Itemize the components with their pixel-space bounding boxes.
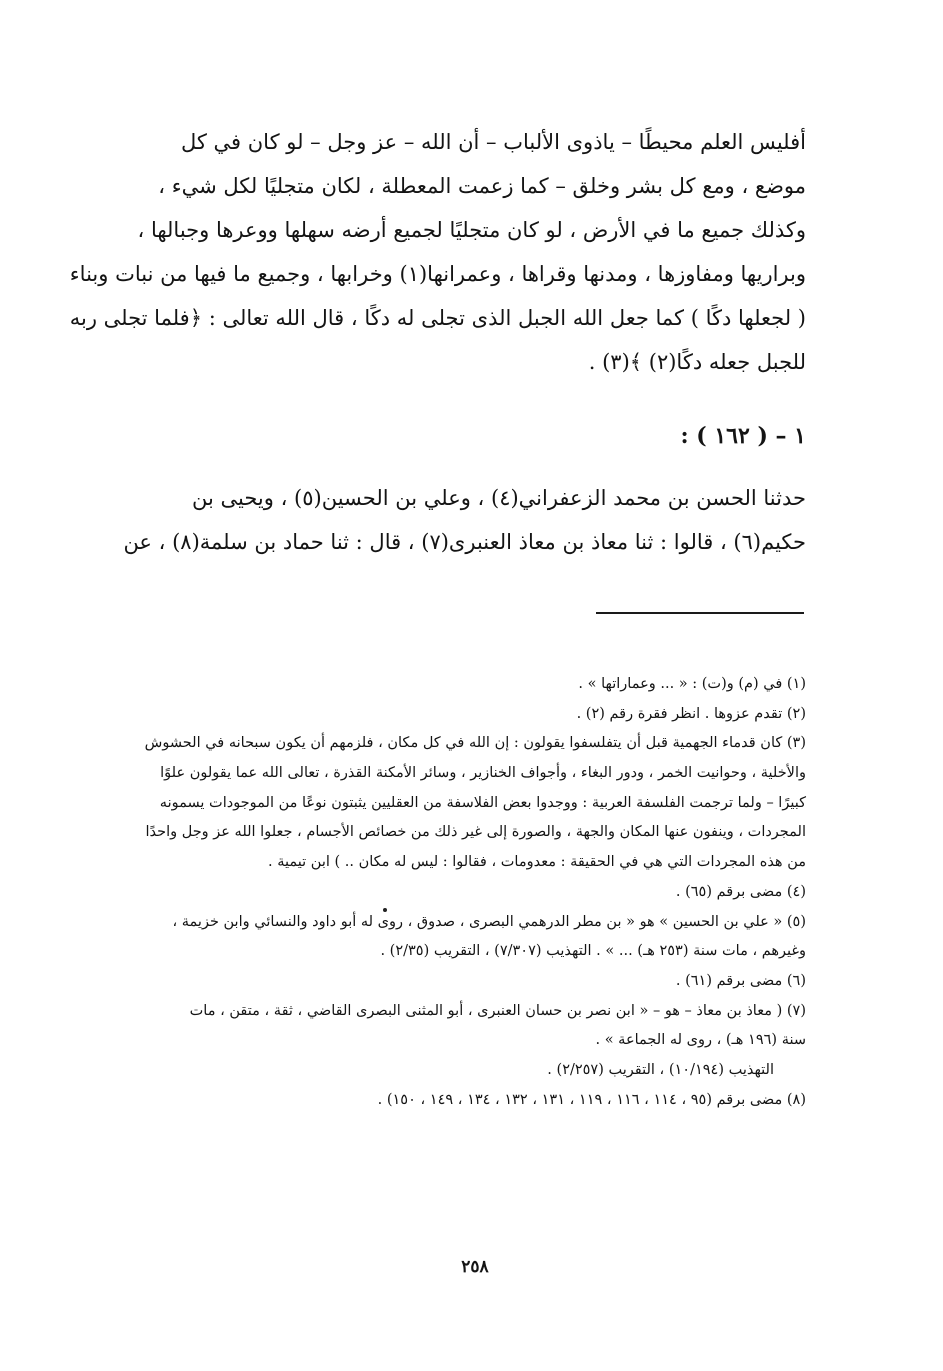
- text-line: للجبل جعله دكًا(٢) ﴾(٣) .: [588, 350, 806, 374]
- footnote-line: (٦) مضى برقم (٦١) .: [675, 972, 806, 989]
- hadith-chain-paragraph: [123, 476, 806, 564]
- footnote-line: (٨) مضى برقم (٩٥ ، ١١٤ ، ١١٦ ، ١١٩ ، ١٣١ ، ١٣٢ ، ١٣٤ ، ١٤٩ ، ١٥٠) .: [377, 1091, 806, 1108]
- footnote-separator: [596, 612, 804, 614]
- section-heading: ١ – ( ١٦٢ ) :: [680, 423, 806, 449]
- footnote-line: كبيرًا – ولما ترجمت الفلسفة العربية : ووجدوا بعض الفلاسفة من العقليين يثبتون نوعًا من الموجودات يسمونه: [159, 794, 806, 811]
- footnote-line: المجردات ، وينفون عنها المكان والجهة ، والصورة إلى غير ذلك من خصائص الأجسام ، جعلوا الله عز وجل واحدًا: [145, 824, 806, 841]
- footnote-line: (٥) « علي بن الحسين » هو « بن مطر الدرهمي البصرى ، صدوق ، روى له أبو داود والنسائي وابن خزيمة ،: [172, 913, 806, 930]
- footnote-line: (٣) كان قدماء الجهمية قبل أن يتفلسفوا يقولون : إن الله في كل مكان ، فلزمهم أن يكون سبحانه في الحشوش: [144, 735, 806, 752]
- footnote-line: والأخلية ، وحوانيت الخمر ، ودور البغاء ، وأجواف الخنازير ، وسائر الأمكنة القذرة ، تعالى الله عما يقولون علوًا: [160, 765, 806, 782]
- text-line: حكيم(٦) ، قالوا : ثنا معاذ بن معاذ العنبرى(٧) ، قال : ثنا حماد بن سلمة(٨) ، عن: [123, 530, 806, 554]
- footnote-line: (٤) مضى برقم (٦٥) .: [675, 883, 806, 900]
- text-line: وبراريها ومفاوزها ، ومدنها وقراها ، وعمرانها(١) وخرابها ، وجميع ما فيها من نبات وبناء: [69, 262, 806, 286]
- footnote-line: سنة (١٩٦ هـ) ، روى له الجماعة » .: [595, 1032, 806, 1049]
- text-line: وكذلك جميع ما في الأرض ، لو كان متجليًا لجميع أرضه سهلها ووعرها وجبالها ،: [137, 218, 806, 242]
- footnote-line: من هذه المجردات التي هي في الحقيقة : معدومات ، فقالوا : ليس له مكان .. ) ابن تيمية .: [268, 854, 806, 871]
- text-line: موضع ، ومع كل بشر وخلق – كما زعمت المعطلة ، لكان متجليًا لكل شيء ،: [158, 174, 806, 198]
- page-number: ٢٥٨: [461, 1257, 489, 1277]
- text-line: ( لجعلها دكًا ) كما جعل الله الجبل الذى تجلى له دكًا ، قال الله تعالى : ﴿فلما تجلى ربه: [69, 306, 806, 330]
- footnotes-list: [138, 670, 806, 1115]
- text-line: أفليس العلم محيطًا – ياذوى الألباب – أن الله – عز وجل – لو كان في كل: [180, 130, 806, 154]
- footnote-line: (٢) تقدم عزوها . انظر فقرة رقم (٢) .: [576, 705, 806, 722]
- stray-ink-dot: [383, 908, 387, 912]
- text-line: حدثنا الحسن بن محمد الزعفراني(٤) ، وعلي بن الحسين(٥) ، ويحيى بن: [192, 486, 806, 510]
- footnote-line: وغيرهم ، مات سنة (٢٥٣ هـ) ... » . التهذيب (٧/٣٠٧) ، التقريب (٢/٣٥) .: [380, 943, 806, 960]
- footnote-line: التهذيب (١٠/١٩٤) ، التقريب (٢/٢٥٧) .: [547, 1061, 774, 1078]
- main-paragraph: [69, 120, 806, 384]
- footnote-line: (١) في (م) و(ت) : « ... وعماراتها » .: [578, 676, 806, 692]
- footnote-line: (٧) ( معاذ بن معاذ – هو – « ابن نصر بن حسان العنبرى ، أبو المثنى البصرى القاضي ، ثقة ، متقن ، مات: [189, 1002, 806, 1019]
